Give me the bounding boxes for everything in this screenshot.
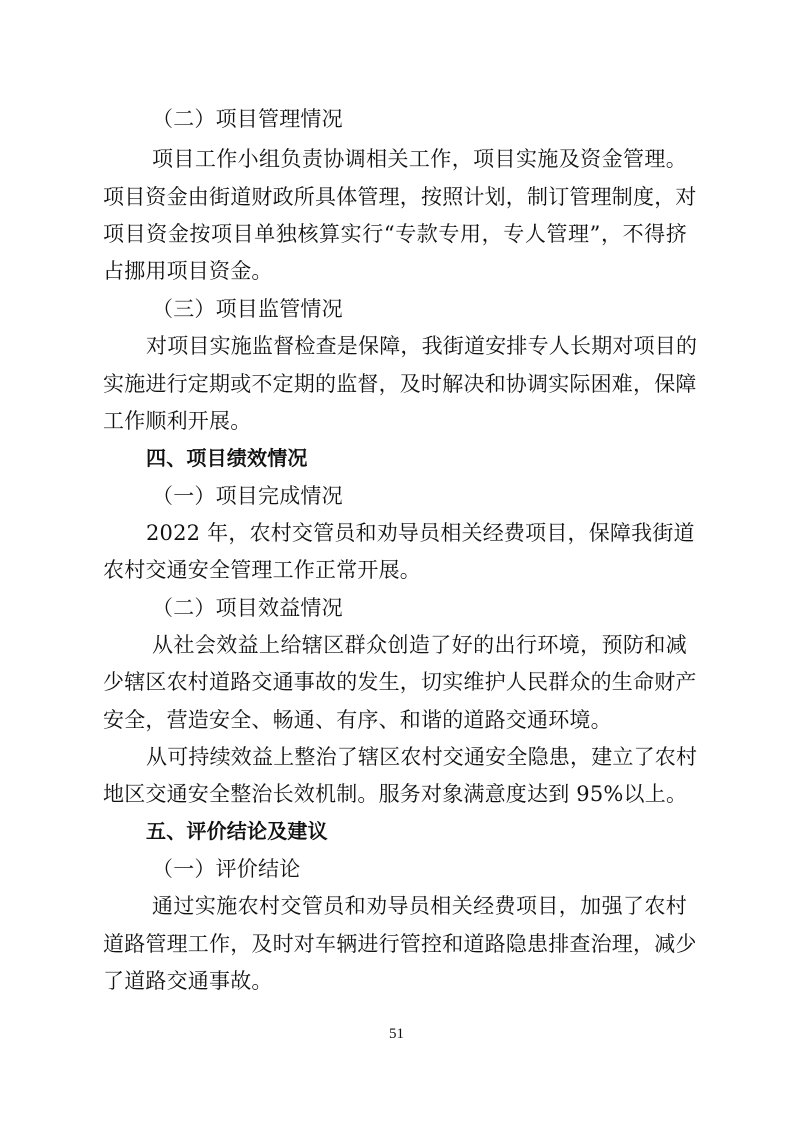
paragraph-line: 工作顺利开展。 [103,409,252,433]
paragraph-line: 项目工作小组负责协调相关工作，项目实施及资金管理。 [152,147,687,171]
paragraph-line: 农村交通安全管理工作正常开展。 [103,558,421,582]
paragraph-line: 占挪用项目资金。 [103,259,273,283]
paragraph-line: 通过实施农村交管员和劝导员相关经费项目，加强了农村 [152,894,687,918]
subheading-project-benefits: （二）项目效益情况 [152,596,343,620]
paragraph-line: 项目资金按项目单独核算实行“专款专用，专人管理”，不得挤 [103,222,687,246]
paragraph-line: 了道路交通事故。 [103,969,273,993]
paragraph-line: 少辖区农村道路交通事故的发生，切实维护人民群众的生命财产 [103,670,697,694]
subheading-evaluation-conclusion: （一）评价结论 [152,857,301,881]
paragraph-line: 从社会效益上给辖区群众创造了好的出行环境，预防和减 [152,633,687,657]
subheading-project-supervision: （三）项目监管情况 [152,297,343,321]
paragraph-line: 从可持续效益上整治了辖区农村交通安全隐患，建立了农村 [146,745,698,769]
paragraph-line: 地区交通安全整治长效机制。服务对象满意度达到 95%以上。 [103,782,688,806]
page-number: 51 [389,1026,404,1042]
subheading-project-management: （二）项目管理情况 [152,107,343,131]
subheading-project-completion: （一）项目完成情况 [152,484,343,508]
section-heading-performance: 四、项目绩效情况 [146,446,308,470]
paragraph-line: 道路管理工作，及时对车辆进行管控和道路隐患排查治理，减少 [103,932,697,956]
paragraph-line: 项目资金由街道财政所具体管理，按照计划，制订管理制度，对 [103,185,697,209]
paragraph-line: 对项目实施监督检查是保障，我街道安排专人长期对项目的 [146,334,698,358]
paragraph-line: 2022 年，农村交管员和劝导员相关经费项目，保障我街道 [146,521,695,545]
paragraph-line: 实施进行定期或不定期的监督，及时解决和协调实际困难，保障 [103,372,697,396]
paragraph-line: 安全，营造安全、畅通、有序、和谐的道路交通环境。 [103,708,612,732]
section-heading-conclusion: 五、评价结论及建议 [146,819,328,843]
